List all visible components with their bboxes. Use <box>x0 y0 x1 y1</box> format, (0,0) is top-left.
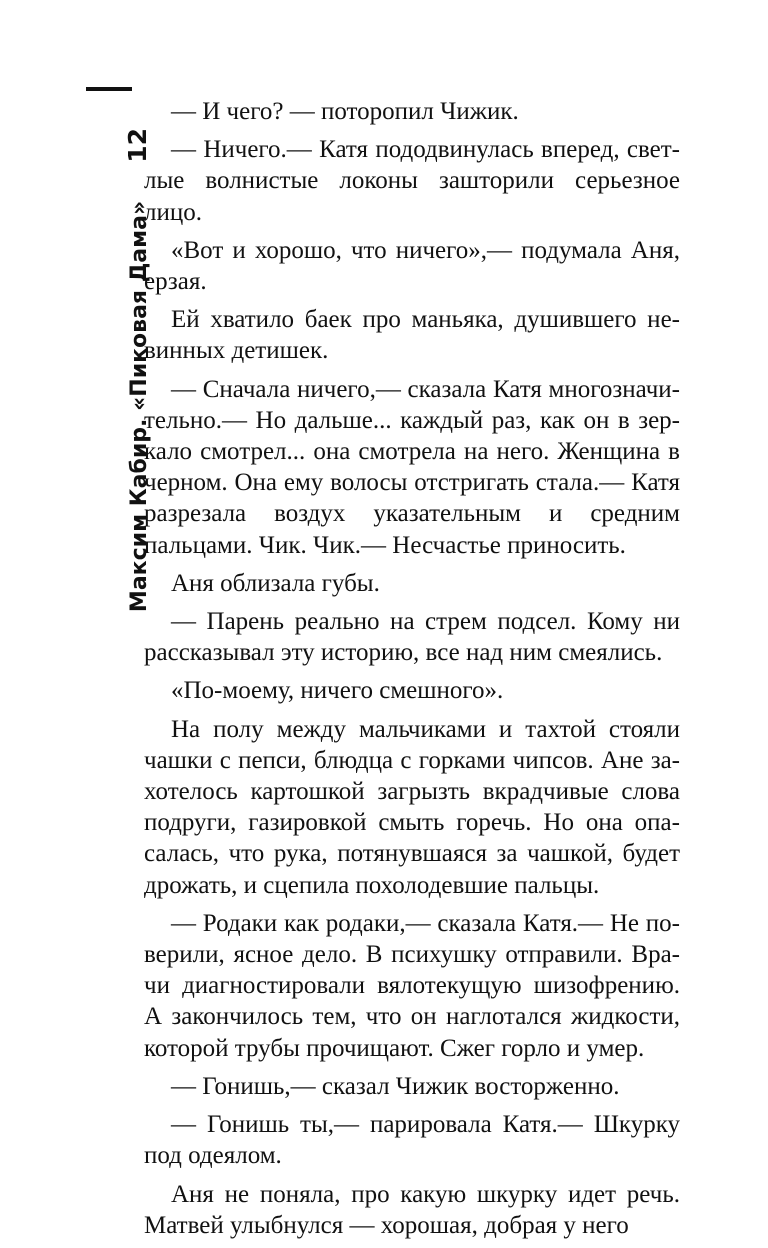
paragraph: — Гонишь,— сказал Чижик восторженно. <box>171 1072 620 1100</box>
page-number: 12 <box>123 128 152 163</box>
running-title: Максим Кабир. «Пиковая Дама» <box>127 200 152 613</box>
body-text <box>144 96 680 1248</box>
header-rule <box>86 87 132 91</box>
paragraph: «По-моему, ничего смешного». <box>171 677 504 705</box>
paragraph: — Гонишь ты,— парировала Катя.— Шкурку под одеялом. <box>144 1111 680 1170</box>
paragraph: — Парень реально на стрем подсел. Кому ни рассказывал эту историю, все над ним смеялись. <box>144 608 680 667</box>
paragraph: Ей хватило баек про маньяка, душившего невинных детишек. <box>144 306 680 365</box>
paragraph: Аня не поняла, про какую шкурку идет речь. Матвей улыбнулся — хорошая, добрая у него <box>144 1180 680 1239</box>
paragraph: — Ничего.— Катя пододвинулась вперед, светлые волнистые локоны зашторили серьезное лицо. <box>144 136 680 226</box>
paragraph: На полу между мальчиками и тахтой стояли чашки с пепси, блюдца с горками чипсов. Ане захотелось картошкой загрызть вкрадчивые слова подруги, газировкой смыть горечь. Но она опасалась, что рука, потянувшаяся за чашкой, будет дрожать, и сцепила похолодевшие пальцы. <box>144 715 680 899</box>
paragraph: — И чего? — поторопил Чижик. <box>171 98 519 125</box>
paragraph: Аня облизала губы. <box>171 569 380 597</box>
paragraph: — Сначала ничего,— сказала Катя многозначительно.— Но дальше... каждый раз, как он в зеркало смотрел... она смотрела на него. Женщина в черном. Она ему волосы отстригать стала.— Катя разрезала воздух указательным и средним пальцами. Чик. Чик.— Несчастье приносить. <box>144 375 680 559</box>
paragraph: — Родаки как родаки,— сказала Катя.— Не поверили, ясное дело. В психушку отправили. Врачи диагностировали вялотекущую шизофрению. А закончилось тем, что он наглотался жидкости, которой трубы прочищают. Сжег горло и умер. <box>144 909 680 1062</box>
paragraph: «Вот и хорошо, что ничего»,— подумала Аня, ерзая. <box>144 236 680 296</box>
